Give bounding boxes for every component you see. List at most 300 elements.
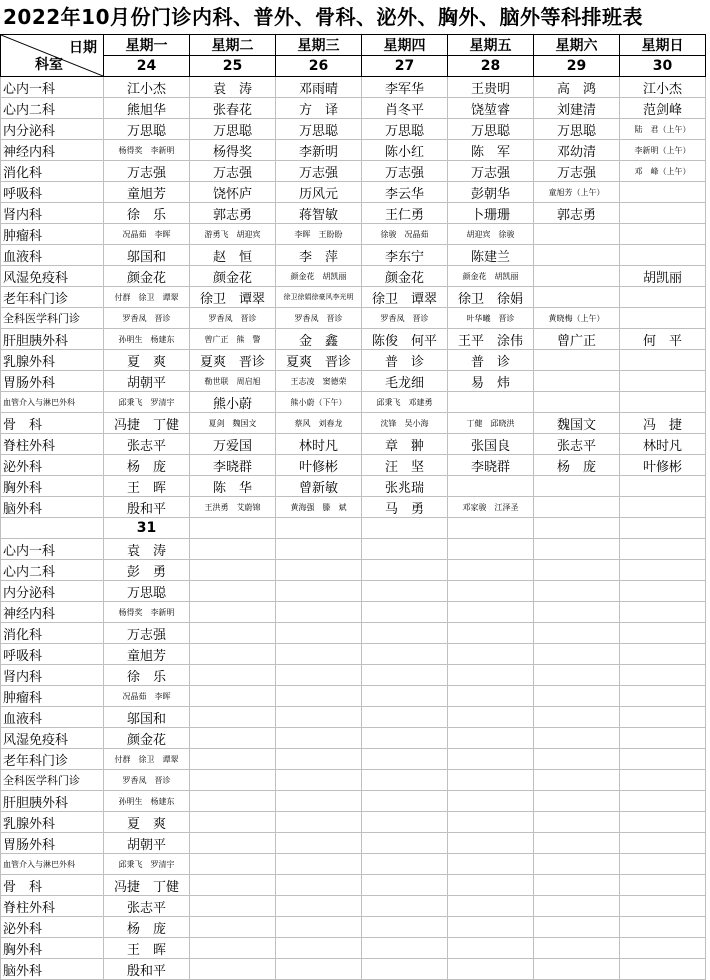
blank-cell: [276, 623, 362, 644]
doctor-cell: 黄海强 滕 斌: [276, 497, 362, 518]
blank-cell: [448, 728, 534, 749]
blank-cell: [448, 602, 534, 623]
dept-name: 内分泌科: [1, 581, 104, 602]
blank-cell: [448, 917, 534, 938]
doctor-cell: 普 诊: [448, 350, 534, 371]
dept-name: 泌外科: [1, 455, 104, 476]
blank-cell: [276, 665, 362, 686]
doctor-cell: 普 诊: [362, 350, 448, 371]
doctor-cell: 陈俊 何平: [362, 329, 448, 350]
dept-name: 肾内科: [1, 665, 104, 686]
dept-name: 脊柱外科: [1, 896, 104, 917]
schedule-row: [1, 812, 706, 833]
doctor-cell: 万志强: [448, 161, 534, 182]
doctor-cell: [620, 392, 706, 413]
blank-cell: [190, 518, 276, 539]
doctor-cell: 曾广正 熊 警: [190, 329, 276, 350]
blank-cell: [534, 812, 620, 833]
doctor-cell: 况晶茹 李晖: [104, 224, 190, 245]
doctor-cell: 杨 庞: [534, 455, 620, 476]
blank-cell: [534, 728, 620, 749]
doctor-cell: 彭 勇: [104, 560, 190, 581]
schedule-row: [1, 287, 706, 308]
dept-name: 心内一科: [1, 539, 104, 560]
schedule-row: [1, 707, 706, 728]
schedule-table: [0, 34, 706, 980]
doctor-cell: 徐卫 徐娟: [448, 287, 534, 308]
blank-cell: [448, 749, 534, 770]
doctor-cell: 夏 爽: [104, 350, 190, 371]
doctor-cell: 郭志勇: [190, 203, 276, 224]
weekday-header: 星期三: [276, 35, 362, 56]
date-header: 24: [104, 56, 190, 77]
blank-cell: [448, 812, 534, 833]
blank-cell: [190, 812, 276, 833]
dept-name: 全科医学科门诊: [1, 770, 104, 791]
doctor-cell: 郭志勇: [534, 203, 620, 224]
schedule-row: [1, 245, 706, 266]
corner-date-label: 日期: [69, 40, 97, 56]
doctor-cell: 万志强: [104, 623, 190, 644]
blank-cell: [448, 539, 534, 560]
doctor-cell: 张春花: [190, 98, 276, 119]
doctor-cell: 王 晖: [104, 938, 190, 959]
schedule-row: [1, 350, 706, 371]
corner-dept-label: 科室: [35, 57, 63, 73]
doctor-cell: 万思聪: [190, 119, 276, 140]
doctor-cell: 罗香凤 晋诊: [362, 308, 448, 329]
blank-cell: [620, 665, 706, 686]
doctor-cell: 叶修彬: [276, 455, 362, 476]
doctor-cell: [620, 203, 706, 224]
dept-name: 心内一科: [1, 77, 104, 98]
dept-name: 肿瘤科: [1, 224, 104, 245]
doctor-cell: 冯 捷: [620, 413, 706, 434]
doctor-cell: [534, 266, 620, 287]
blank-cell: [276, 560, 362, 581]
doctor-cell: [448, 476, 534, 497]
blank-cell: [276, 518, 362, 539]
blank-cell: [448, 833, 534, 854]
blank-cell: [620, 560, 706, 581]
schedule-row: [1, 329, 706, 350]
corner-header: [1, 35, 104, 77]
blank-cell: [276, 833, 362, 854]
schedule-row: [1, 896, 706, 917]
doctor-cell: 罗香凤 晋诊: [190, 308, 276, 329]
blank-cell: [620, 539, 706, 560]
blank-cell: [620, 854, 706, 875]
doctor-cell: 罗香凤 晋诊: [276, 308, 362, 329]
blank-cell: [362, 707, 448, 728]
doctor-cell: 马 勇: [362, 497, 448, 518]
doctor-cell: 杨得奖 李新明: [104, 602, 190, 623]
date-header: 31: [104, 518, 190, 539]
doctor-cell: 勒世联 周启旭: [190, 371, 276, 392]
doctor-cell: 张志平: [534, 434, 620, 455]
doctor-cell: 何 平: [620, 329, 706, 350]
blank-cell: [448, 686, 534, 707]
weekday-header: 星期五: [448, 35, 534, 56]
doctor-cell: 章 翀: [362, 434, 448, 455]
doctor-cell: 林时凡: [276, 434, 362, 455]
blank-cell: [362, 812, 448, 833]
blank-cell: [362, 791, 448, 812]
schedule-row: [1, 581, 706, 602]
weekday-header: 星期四: [362, 35, 448, 56]
blank-cell: [190, 791, 276, 812]
doctor-cell: 江小杰: [620, 77, 706, 98]
doctor-cell: 邓 峰（上午）: [620, 161, 706, 182]
blank-cell: [534, 644, 620, 665]
dept-name: 肾内科: [1, 203, 104, 224]
doctor-cell: [620, 182, 706, 203]
blank-cell: [534, 539, 620, 560]
doctor-cell: 张志平: [104, 896, 190, 917]
doctor-cell: 夏 爽: [104, 812, 190, 833]
dept-name: 胃肠外科: [1, 833, 104, 854]
doctor-cell: 易 炜: [448, 371, 534, 392]
doctor-cell: 丁健 邱晓洪: [448, 413, 534, 434]
schedule-row: [1, 308, 706, 329]
date-header: 29: [534, 56, 620, 77]
blank-cell: [620, 959, 706, 980]
doctor-cell: 毛龙细: [362, 371, 448, 392]
blank-cell: [190, 959, 276, 980]
doctor-cell: 万志强: [362, 161, 448, 182]
doctor-cell: 陈 军: [448, 140, 534, 161]
doctor-cell: 陆 君（上午）: [620, 119, 706, 140]
doctor-cell: 夏爽 晋诊: [276, 350, 362, 371]
blank-cell: [362, 959, 448, 980]
doctor-cell: 万志强: [534, 161, 620, 182]
doctor-cell: 蔡风 刘春龙: [276, 413, 362, 434]
blank-cell: [362, 917, 448, 938]
blank-cell: [534, 854, 620, 875]
blank-cell: [620, 623, 706, 644]
dept-name: 神经内科: [1, 140, 104, 161]
dept-name: 老年科门诊: [1, 749, 104, 770]
doctor-cell: 万志强: [276, 161, 362, 182]
blank-cell: [362, 644, 448, 665]
doctor-cell: 冯捷 丁健: [104, 875, 190, 896]
blank-cell: [276, 728, 362, 749]
doctor-cell: 殷和平: [104, 959, 190, 980]
dept-name: 乳腺外科: [1, 350, 104, 371]
blank-cell: [190, 707, 276, 728]
weekday-row: [1, 35, 706, 56]
schedule-row: [1, 854, 706, 875]
schedule-row: [1, 917, 706, 938]
blank-cell: [276, 581, 362, 602]
doctor-cell: 万爱国: [190, 434, 276, 455]
blank-cell: [534, 665, 620, 686]
schedule-row: [1, 497, 706, 518]
doctor-cell: 颜金花 胡凯丽: [276, 266, 362, 287]
schedule-row: [1, 770, 706, 791]
doctor-cell: 万思聪: [104, 119, 190, 140]
doctor-cell: 袁 涛: [104, 539, 190, 560]
doctor-cell: 历风元: [276, 182, 362, 203]
schedule-row: [1, 602, 706, 623]
doctor-cell: [534, 392, 620, 413]
doctor-cell: 杨得奖: [190, 140, 276, 161]
doctor-cell: 徐卫 谭翠: [362, 287, 448, 308]
doctor-cell: 曾广正: [534, 329, 620, 350]
blank-cell: [190, 896, 276, 917]
doctor-cell: 颜金花: [362, 266, 448, 287]
doctor-cell: 徐卫 谭翠: [190, 287, 276, 308]
schedule-row: [1, 224, 706, 245]
doctor-cell: 殷和平: [104, 497, 190, 518]
blank-cell: [534, 560, 620, 581]
doctor-cell: 王平 涂伟: [448, 329, 534, 350]
dept-name: 骨 科: [1, 413, 104, 434]
blank-cell: [362, 938, 448, 959]
doctor-cell: 万思聪: [104, 581, 190, 602]
blank-cell: [276, 875, 362, 896]
blank-cell: [190, 602, 276, 623]
schedule-row: [1, 266, 706, 287]
doctor-cell: 林时凡: [620, 434, 706, 455]
doctor-cell: 赵 恒: [190, 245, 276, 266]
doctor-cell: 王 晖: [104, 476, 190, 497]
date-header: 28: [448, 56, 534, 77]
schedule-row: [1, 644, 706, 665]
dept-name: 风湿免疫科: [1, 728, 104, 749]
doctor-cell: 陈 华: [190, 476, 276, 497]
blank-cell: [190, 854, 276, 875]
dept-name: 全科医学科门诊: [1, 308, 104, 329]
doctor-cell: 王志凌 窦德荣: [276, 371, 362, 392]
date-header: 26: [276, 56, 362, 77]
doctor-cell: 邓幼清: [534, 140, 620, 161]
doctor-cell: 张国良: [448, 434, 534, 455]
blank-cell: [534, 833, 620, 854]
blank-cell: [534, 686, 620, 707]
blank-cell: [620, 728, 706, 749]
blank-cell: [276, 917, 362, 938]
doctor-cell: 万思聪: [534, 119, 620, 140]
schedule-row: [1, 686, 706, 707]
doctor-cell: 王贵明: [448, 77, 534, 98]
doctor-cell: 万思聪: [276, 119, 362, 140]
doctor-cell: [448, 392, 534, 413]
doctor-cell: 游勇飞 胡迎宾: [190, 224, 276, 245]
doctor-cell: 徐骏 况晶茹: [362, 224, 448, 245]
doctor-cell: 胡朝平: [104, 371, 190, 392]
blank-cell: [362, 686, 448, 707]
blank-cell: [534, 917, 620, 938]
blank-cell: [276, 791, 362, 812]
weekday-header: 星期一: [104, 35, 190, 56]
blank-cell: [620, 602, 706, 623]
doctor-cell: 胡朝平: [104, 833, 190, 854]
blank-cell: [276, 644, 362, 665]
doctor-cell: 叶修彬: [620, 455, 706, 476]
date-header: 30: [620, 56, 706, 77]
doctor-cell: 金 鑫: [276, 329, 362, 350]
schedule-row: [1, 203, 706, 224]
blank-cell: [448, 938, 534, 959]
blank-cell: [190, 728, 276, 749]
blank-cell: [276, 938, 362, 959]
weekday-header: 星期六: [534, 35, 620, 56]
doctor-cell: 李晓群: [190, 455, 276, 476]
schedule-row: [1, 98, 706, 119]
blank-cell: [276, 686, 362, 707]
doctor-cell: 徐 乐: [104, 665, 190, 686]
doctor-cell: [620, 371, 706, 392]
blank-cell: [362, 896, 448, 917]
doctor-cell: 李军华: [362, 77, 448, 98]
doctor-cell: 叶华曦 晋诊: [448, 308, 534, 329]
dept-name: 血管介入与淋巴外科: [1, 854, 104, 875]
schedule-row: [1, 623, 706, 644]
doctor-cell: 颜金花 胡凯丽: [448, 266, 534, 287]
blank-cell: [362, 749, 448, 770]
dept-name: 血管介入与淋巴外科: [1, 392, 104, 413]
blank-cell: [620, 917, 706, 938]
dept-name: 胸外科: [1, 476, 104, 497]
blank-cell: [362, 539, 448, 560]
dept-name: 内分泌科: [1, 119, 104, 140]
schedule-row: [1, 539, 706, 560]
doctor-cell: 范剑峰: [620, 98, 706, 119]
blank-cell: [362, 728, 448, 749]
dept-name: 胃肠外科: [1, 371, 104, 392]
doctor-cell: 颜金花: [190, 266, 276, 287]
doctor-cell: 罗香凤 晋诊: [104, 770, 190, 791]
doctor-cell: 邱秉飞 罗清宇: [104, 392, 190, 413]
blank-cell: [276, 854, 362, 875]
blank-cell: [620, 581, 706, 602]
blank-cell: [448, 854, 534, 875]
doctor-cell: 袁 涛: [190, 77, 276, 98]
doctor-cell: 邬国和: [104, 707, 190, 728]
doctor-cell: 汪 坚: [362, 455, 448, 476]
doctor-cell: 邱秉飞 邓建勇: [362, 392, 448, 413]
doctor-cell: 童旭芳: [104, 182, 190, 203]
blank-cell: [276, 707, 362, 728]
blank-cell: [448, 791, 534, 812]
blank-cell: [534, 770, 620, 791]
schedule-row: [1, 392, 706, 413]
dept-name: 泌外科: [1, 917, 104, 938]
doctor-cell: 童旭芳: [104, 644, 190, 665]
dept-name: 风湿免疫科: [1, 266, 104, 287]
blank-cell: [534, 959, 620, 980]
doctor-cell: 冯捷 丁健: [104, 413, 190, 434]
date-row: [1, 56, 706, 77]
doctor-cell: 王仁勇: [362, 203, 448, 224]
date-header: 25: [190, 56, 276, 77]
blank-cell: [190, 581, 276, 602]
schedule-row: [1, 77, 706, 98]
blank-cell: [190, 749, 276, 770]
doctor-cell: 李云华: [362, 182, 448, 203]
blank-cell: [190, 623, 276, 644]
doctor-cell: 徐卫徐娟徐豪风李光明: [276, 287, 362, 308]
blank-cell: [534, 581, 620, 602]
blank-cell: [190, 833, 276, 854]
blank-cell: [190, 938, 276, 959]
blank-cell: [276, 959, 362, 980]
doctor-cell: 颜金花: [104, 728, 190, 749]
schedule-row: [1, 161, 706, 182]
doctor-cell: 饶堃睿: [448, 98, 534, 119]
doctor-cell: 熊旭华: [104, 98, 190, 119]
doctor-cell: 邓雨晴: [276, 77, 362, 98]
doctor-cell: 邓家骏 江泽圣: [448, 497, 534, 518]
doctor-cell: 王洪勇 艾蔚锦: [190, 497, 276, 518]
blank-cell: [362, 854, 448, 875]
schedule-row: [1, 875, 706, 896]
doctor-cell: 张志平: [104, 434, 190, 455]
doctor-cell: 童旭芳（上午）: [534, 182, 620, 203]
blank-cell: [362, 833, 448, 854]
date-header: 27: [362, 56, 448, 77]
schedule-row: [1, 728, 706, 749]
doctor-cell: 杨 庞: [104, 917, 190, 938]
doctor-cell: [620, 350, 706, 371]
blank-cell: [190, 917, 276, 938]
doctor-cell: [534, 497, 620, 518]
doctor-cell: 徐 乐: [104, 203, 190, 224]
blank-cell: [276, 896, 362, 917]
blank-cell: [534, 938, 620, 959]
schedule-row: [1, 434, 706, 455]
doctor-cell: 孙明生 杨建东: [104, 791, 190, 812]
doctor-cell: 魏国文: [534, 413, 620, 434]
dept-name: 肝胆胰外科: [1, 791, 104, 812]
dept-name: 肝胆胰外科: [1, 329, 104, 350]
dept-name: 肿瘤科: [1, 686, 104, 707]
blank-cell: [448, 959, 534, 980]
blank-cell: [362, 875, 448, 896]
weekday-header: 星期二: [190, 35, 276, 56]
doctor-cell: [534, 350, 620, 371]
blank-cell: [620, 896, 706, 917]
blank-cell: [620, 749, 706, 770]
blank-cell: [362, 518, 448, 539]
blank-cell: [362, 581, 448, 602]
doctor-cell: 万志强: [190, 161, 276, 182]
blank-cell: [1, 518, 104, 539]
doctor-cell: 付群 徐卫 谭翠: [104, 287, 190, 308]
blank-cell: [534, 749, 620, 770]
blank-cell: [448, 665, 534, 686]
blank-cell: [620, 812, 706, 833]
doctor-cell: 胡凯丽: [620, 266, 706, 287]
doctor-cell: [534, 224, 620, 245]
blank-cell: [534, 896, 620, 917]
doctor-cell: 罗香凤 晋诊: [104, 308, 190, 329]
doctor-cell: 彭朝华: [448, 182, 534, 203]
blank-cell: [448, 707, 534, 728]
doctor-cell: 杨 庞: [104, 455, 190, 476]
blank-cell: [534, 791, 620, 812]
blank-cell: [362, 665, 448, 686]
dept-name: 胸外科: [1, 938, 104, 959]
blank-cell: [190, 665, 276, 686]
doctor-cell: 熊小蔚（下午）: [276, 392, 362, 413]
blank-cell: [190, 539, 276, 560]
doctor-cell: 张兆瑞: [362, 476, 448, 497]
dept-name: 消化科: [1, 623, 104, 644]
doctor-cell: [620, 245, 706, 266]
dept-name: 脑外科: [1, 497, 104, 518]
